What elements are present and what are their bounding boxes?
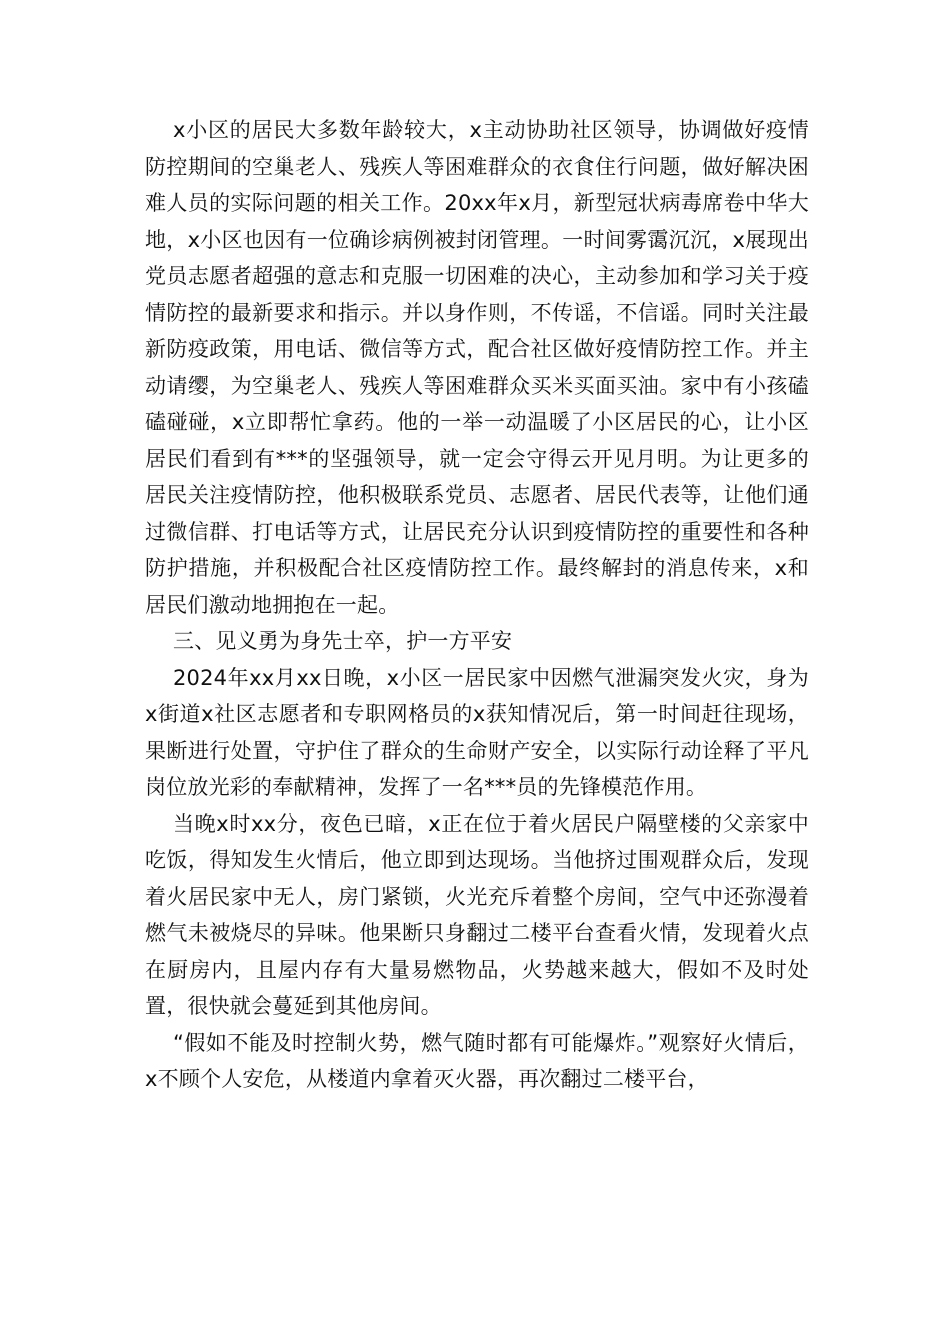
section-heading-three: 三、见义勇为身先士卒，护一方平安 — [173, 629, 513, 653]
document-body — [145, 112, 809, 1098]
paragraph-quote: “假如不能及时控制火势，燃气随时都有可能爆炸。”观察好火情后，x不顾个人安危，从楼道内拿着灭火器，再次翻过二楼平台， — [145, 1030, 809, 1091]
paragraph-community-epidemic: x小区的居民大多数年龄较大，x主动协助社区领导，协调做好疫情防控期间的空巢老人、残疾人等困难群众的衣食住行问题，做好解决困难人员的实际问题的相关工作。20xx年x月，新型冠状病毒席卷中华大地，x小区也因有一位确诊病例被封闭管理。一时间雾霭沉沉，x展现出党员志愿者超强的意志和克服一切困难的决心，主动参加和学习关于疫情防控的最新要求和指示。并以身作则，不传谣，不信谣。同时关注最新防疫政策，用电话、微信等方式，配合社区做好疫情防控工作。并主动请缨，为空巢老人、残疾人等困难群众买米买面买油。家中有小孩磕磕碰碰，x立即帮忙拿药。他的一举一动温暖了小区居民的心，让小区居民们看到有***的坚强领导，就一定会守得云开见月明。为让更多的居民关注疫情防控，他积极联系党员、志愿者、居民代表等，让他们通过微信群、打电话等方式，让居民充分认识到疫情防控的重要性和各种防护措施，并积极配合社区疫情防控工作。最终解封的消息传来，x和居民们激动地拥抱在一起。 — [145, 118, 809, 617]
paragraph-fire-incident: 2024年xx月xx日晚，x小区一居民家中因燃气泄漏突发火灾，身为x街道x社区志愿者和专职网格员的x获知情况后，第一时间赶往现场，果断进行处置，守护住了群众的生命财产安全，以实际行动诠释了平凡岗位放光彩的奉献精神，发挥了一名***员的先锋模范作用。 — [145, 665, 809, 799]
paragraph-fire-scene: 当晚x时xx分，夜色已暗，x正在位于着火居民户隔壁楼的父亲家中吃饭，得知发生火情后，他立即到达现场。当他挤过围观群众后，发现着火居民家中无人，房门紧锁，火光充斥着整个房间，空气中还弥漫着燃气未被烧尽的异味。他果断只身翻过二楼平台查看火情，发现着火点在厨房内，且屋内存有大量易燃物品，火势越来越大，假如不及时处置，很快就会蔓延到其他房间。 — [145, 811, 809, 1018]
